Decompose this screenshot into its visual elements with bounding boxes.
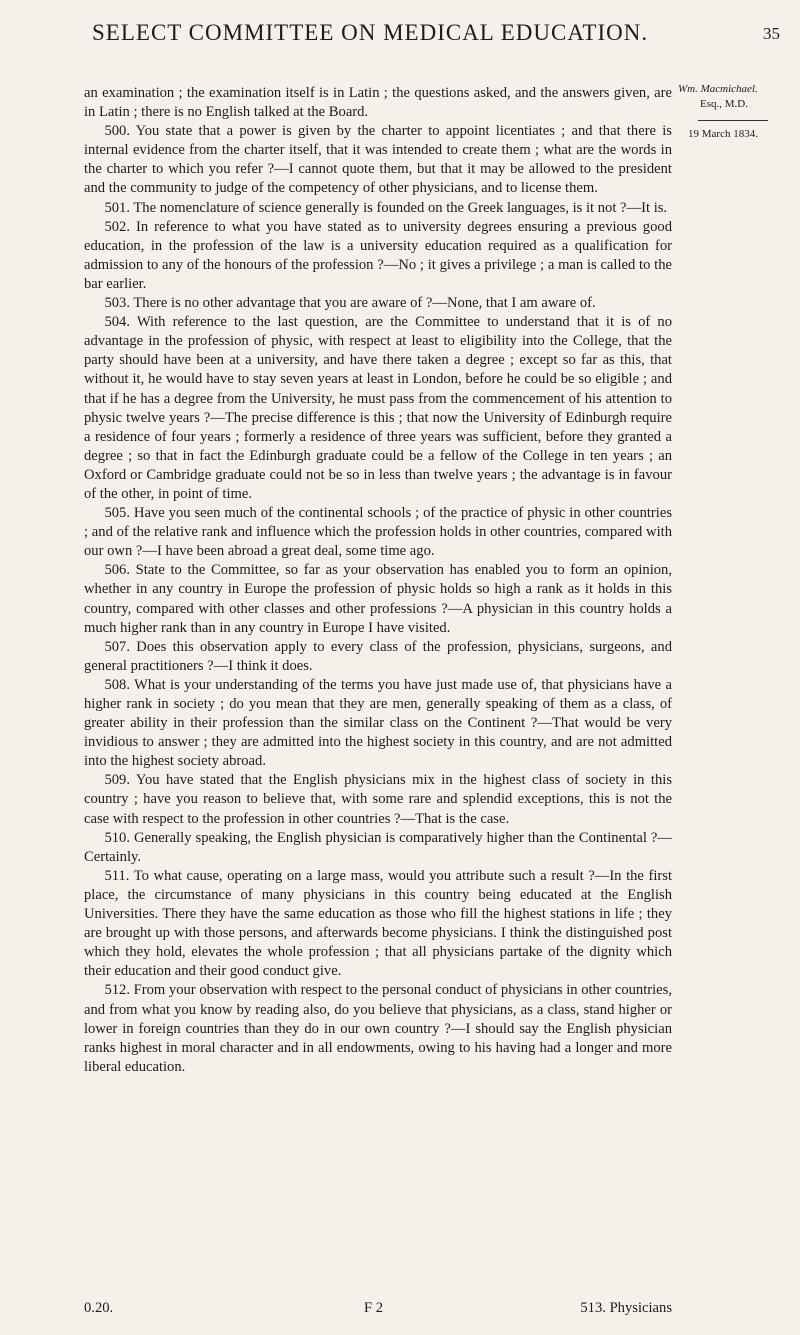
running-title: SELECT COMMITTEE ON MEDICAL EDUCATION. bbox=[92, 20, 649, 45]
witness-title: Esq., M.D. bbox=[700, 98, 748, 110]
paragraph: an examination ; the examination itself is in Latin ; the questions asked, and the answers given, are in Latin ; there is no English talked at the Board. bbox=[84, 85, 672, 121]
paragraph: 504. With reference to the last question, are the Committee to understand that it is of no advantage in the profession of physic, with respect at least to eligibility into the College, that the party should have been at a university, and have there taken a degree ; except so far as this, that without it, he would have to stay seven years at least in London, before he could be so eligible ; and that if he has a degree from the University, he must pass from the commencement of his attention to physic twelve years ?—The precise difference is this ; that now the University of Edinburgh require a residence of four years ; formerly a residence of three years was sufficient, before they granted a degree ; so that in fact the Edinburgh graduate could be a fellow of the College in ten years ; an Oxford or Cambridge graduate could not be so in less than twelve years ; the advantage is in favour of the other, in point of time. bbox=[84, 314, 672, 502]
paragraph: 509. You have stated that the English physicians mix in the highest class of society in this country ; have you reason to believe that, with some rare and splendid exceptions, this is not the case with respect to the profession in other countries ?—That is the case. bbox=[84, 772, 672, 827]
paragraph: 508. What is your understanding of the terms you have just made use of, that physicians have a higher rank in society ; do you mean that they are men, generally speaking of them as a class, of greater ability in their profession than the similar class on the Continent ?—That would be very invidious to answer ; they are admitted into the highest society in this country, and are not admitted into the highest society abroad. bbox=[84, 676, 672, 770]
paragraph: 501. The nomenclature of science generally is founded on the Greek languages, is it not ?—It is. bbox=[104, 199, 668, 216]
page-header bbox=[0, 14, 800, 54]
catchword: 513. Physicians bbox=[580, 1300, 672, 1316]
paragraph: 506. State to the Committee, so far as your observation has enabled you to form an opinion, whether in any country in Europe the profession of physic holds so high a rank as it holds in this country, compared with other classes and other professions ?—A physician in this country holds a much higher rank than in any country in Europe I have visited. bbox=[84, 562, 672, 636]
page-number: 35 bbox=[763, 24, 780, 43]
paragraph: 512. From your observation with respect to the personal conduct of physicians in other countries, and from what you know by reading also, do you believe that physicians, as a class, stand higher or lower in foreign countries than they do in our own country ?—I should say the English physician ranks highest in moral character and in all endowments, owing to his having had a longer and more liberal education. bbox=[84, 982, 672, 1075]
witness-name: Wm. Macmichael. bbox=[678, 83, 758, 95]
paragraph: 511. To what cause, operating on a large mass, would you attribute such a result ?—In the first place, the circumstance of many physicians in this country being educated at the English Universities. There they have the same education as those who fill the highest stations in life ; they are brought up with those persons, and afterwards become physicians. I think the distinguished post which they hold, elevates the whole profession ; that all physicians partake of the dignity which their education and their good conduct give. bbox=[84, 867, 672, 980]
testimony-body bbox=[84, 84, 672, 1077]
testimony-date: 19 March 1834. bbox=[688, 128, 758, 140]
paragraph: 507. Does this observation apply to every class of the profession, physicians, surgeons, and general practitioners ?—I think it does. bbox=[84, 638, 672, 674]
paragraph: 502. In reference to what you have stated as to university degrees ensuring a previous good education, in the profession of the law is a university education required as a qualification for admission to any of the honours of the profession ?—No ; it gives a privilege ; a man is called to the bar earlier. bbox=[84, 218, 672, 292]
margin-rule bbox=[698, 120, 768, 121]
document-ref: 0.20. bbox=[84, 1300, 114, 1316]
paragraph: 503. There is no other advantage that you are aware of ?—None, that I am aware of. bbox=[104, 295, 596, 312]
margin-note bbox=[678, 82, 796, 142]
paragraph: 510. Generally speaking, the English physician is comparatively higher than the Continental ?—Certainly. bbox=[84, 829, 672, 865]
paragraph: 505. Have you seen much of the continental schools ; of the practice of physic in other countries ; and of the relative rank and influence which the profession holds in other countries, compared with our own ?—I have been abroad a great deal, some time ago. bbox=[84, 505, 672, 560]
signature-mark: F 2 bbox=[364, 1300, 384, 1316]
paragraph: 500. You state that a power is given by the charter to appoint licentiates ; and that there is internal evidence from the charter itself, that it was intended to create them ; what are the words in the charter to which you refer ?—I cannot quote them, but that it may be allowed to the president and the community to judge of the competency of other physicians, and to license them. bbox=[84, 123, 672, 197]
